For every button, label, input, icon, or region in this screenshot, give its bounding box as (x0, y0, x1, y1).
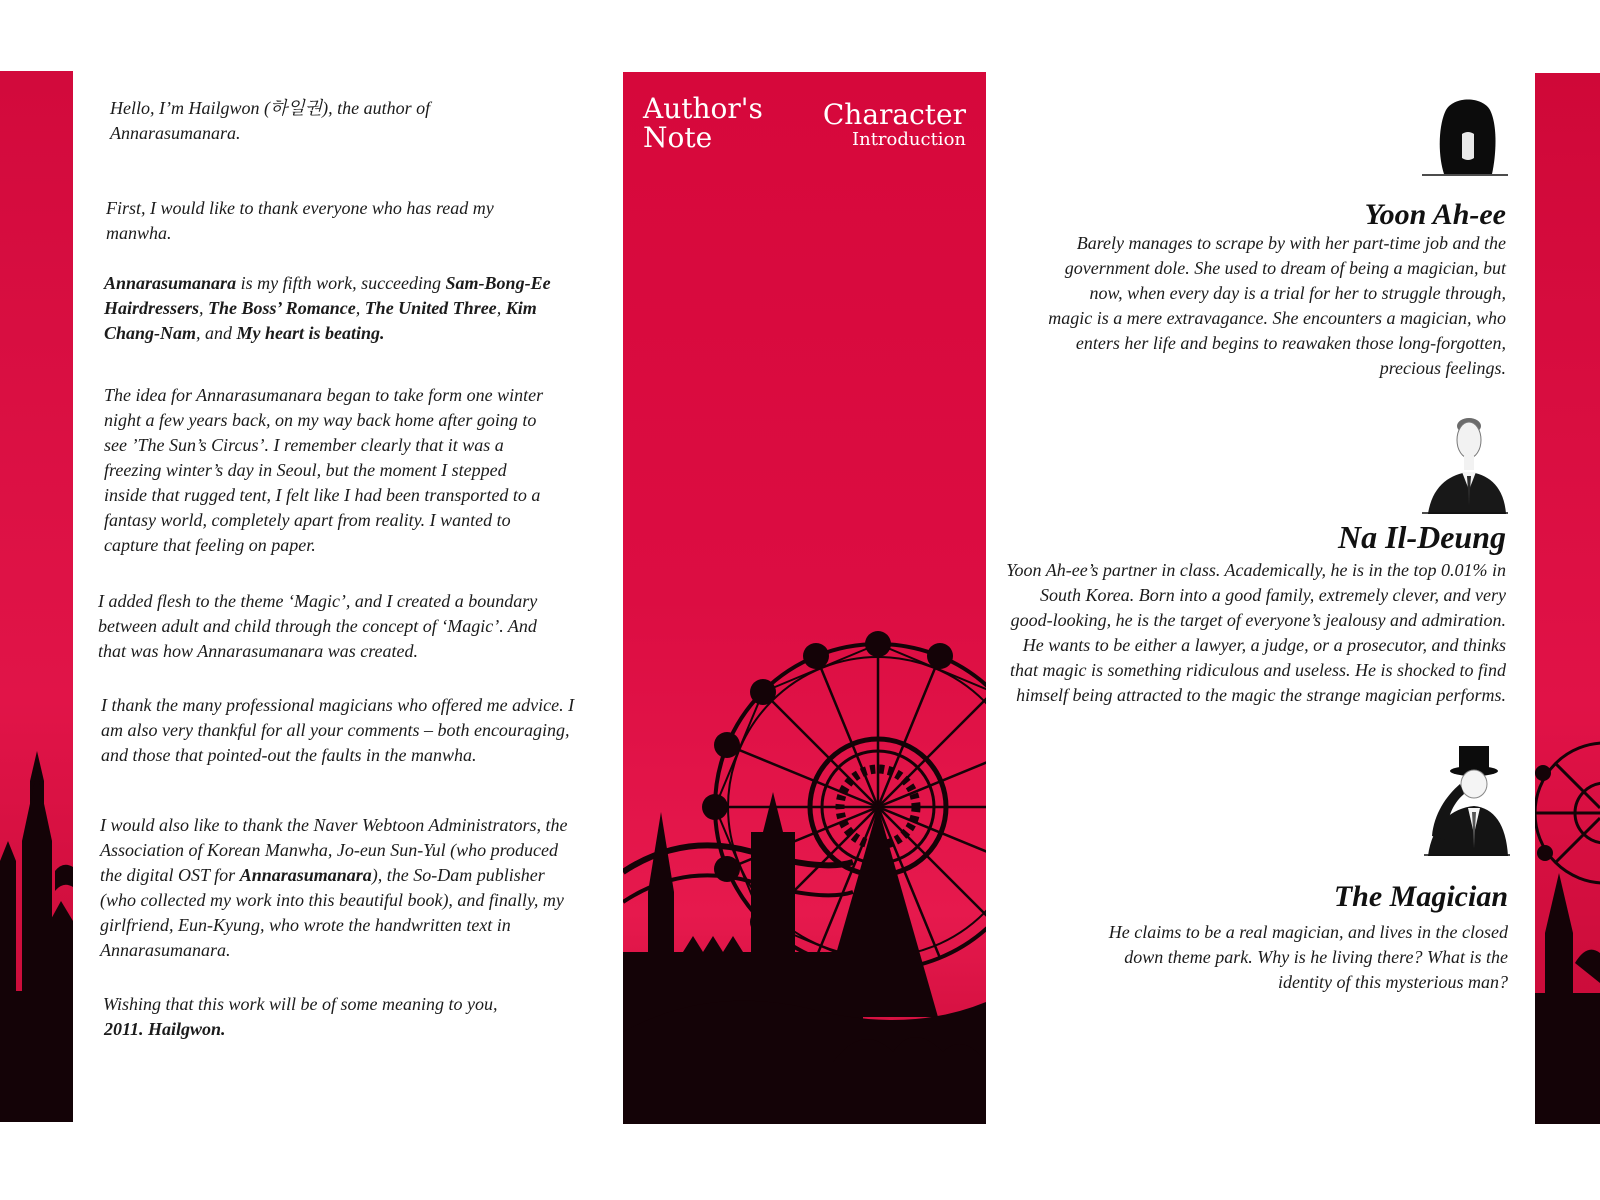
work-title-1: Sam-Bong-Ee Hairdressers (104, 273, 551, 318)
work-title-annarasumanara: Annarasumanara (104, 273, 237, 293)
idea-paragraph: The idea for Annarasumanara began to take form one winter night a few years back, on my way back home after going to see ’The Sun’s Circus’. I remember clearly that it was a freezing winter’s day in Seoul, but the moment I stepped inside that rugged tent, I felt like I had been transported to a fantasy world, completely apart from reality. I wanted to capture that feeling on paper. (104, 385, 544, 555)
character-name-na-il-deung: Na Il-Deung (1337, 519, 1506, 555)
ferris-wheel-icon (623, 72, 986, 1124)
work-title-5: My heart is beating. (236, 323, 385, 343)
thanks-readers-paragraph: First, I would like to thank everyone who has read my manwha. (106, 198, 494, 243)
character-desc-yoon-ah-ee: Barely manages to scrape by with her part-time job and the government dole. She used to dream of being a magician, but now, when every day is a trial for her to struggle through, magic is a mere extravagance. She encounters a magician, who enters her life and begins to reawaken those long-forgotten, precious feelings. (1048, 233, 1506, 378)
girl-silhouette-icon (1422, 96, 1508, 178)
greeting-paragraph: Hello, I’m Hailgwon (하일권), the author of Annarasumanara. (110, 98, 431, 143)
work-title-3: The United Three (364, 298, 497, 318)
boy-in-suit-icon (1422, 410, 1508, 514)
left-decorative-band (0, 71, 73, 1122)
character-desc-the-magician: He claims to be a real magician, and lives in the closed down theme park. Why is he living there? What is the identity of this mysterious man? (1108, 922, 1508, 992)
center-cover-panel (623, 72, 986, 1124)
castle-silhouette-icon (0, 71, 73, 1122)
ferris-wheel-edge-icon (1535, 73, 1600, 1124)
authors-note-heading: Author's Note (643, 92, 763, 155)
magicians-paragraph: I thank the many professional magicians who offered me advice. I am also very thankful for all your comments – both encouraging, and those that pointed-out the faults in the manwha. (101, 695, 575, 765)
signature: 2011. Hailgwon. (104, 1019, 226, 1039)
previous-works-paragraph: Annarasumanara is my fifth work, succeeding Sam-Bong-Ee Hairdressers, The Boss’ Romance, The United Three, Kim Chang-Nam, and My heart is beating. (104, 273, 551, 343)
work-title-2: The Boss’ Romance (208, 298, 356, 318)
character-heading-sub: Introduction (852, 129, 966, 151)
closing-line: Wishing that this work will be of some meaning to you, (103, 994, 498, 1014)
character-desc-na-il-deung: Yoon Ah-ee’s partner in class. Academically, he is in the top 0.01% in South Korea. Born into a good family, extremely clever, and very good-looking, he is the target of everyone’s jealousy and admiration. He wants to be either a lawyer, a judge, or a prosecutor, and thinks that magic is something ridiculous and useless. He is shocked to find himself being attracted to the magic the strange magician performs. (1006, 560, 1506, 705)
top-hat-magician-icon (1424, 744, 1510, 856)
acknowledgements-paragraph: I would also like to thank the Naver Webtoon Administrators, the Association of Korean Manwha, Jo-eun Sun-Yul (who produced the digital OST for Annarasumanara), the So-Dam publisher (who collected my work into this beautiful book), and finally, my girlfriend, Eun-Kyung, who wrote the handwritten text in Annarasumanara. (100, 815, 568, 960)
work-title-annarasumanara-2: Annarasumanara (239, 865, 372, 885)
character-name-the-magician: The Magician (1333, 880, 1508, 913)
right-decorative-band (1535, 73, 1600, 1124)
work-title-4: Kim Chang-Nam (104, 298, 537, 343)
character-heading-main: Character (822, 98, 966, 131)
character-name-yoon-ah-ee: Yoon Ah-ee (1364, 198, 1506, 231)
theme-paragraph: I added flesh to the theme ‘Magic’, and I created a boundary between adult and child through the concept of ‘Magic’. And that was how Annarasumanara was created. (98, 591, 538, 661)
